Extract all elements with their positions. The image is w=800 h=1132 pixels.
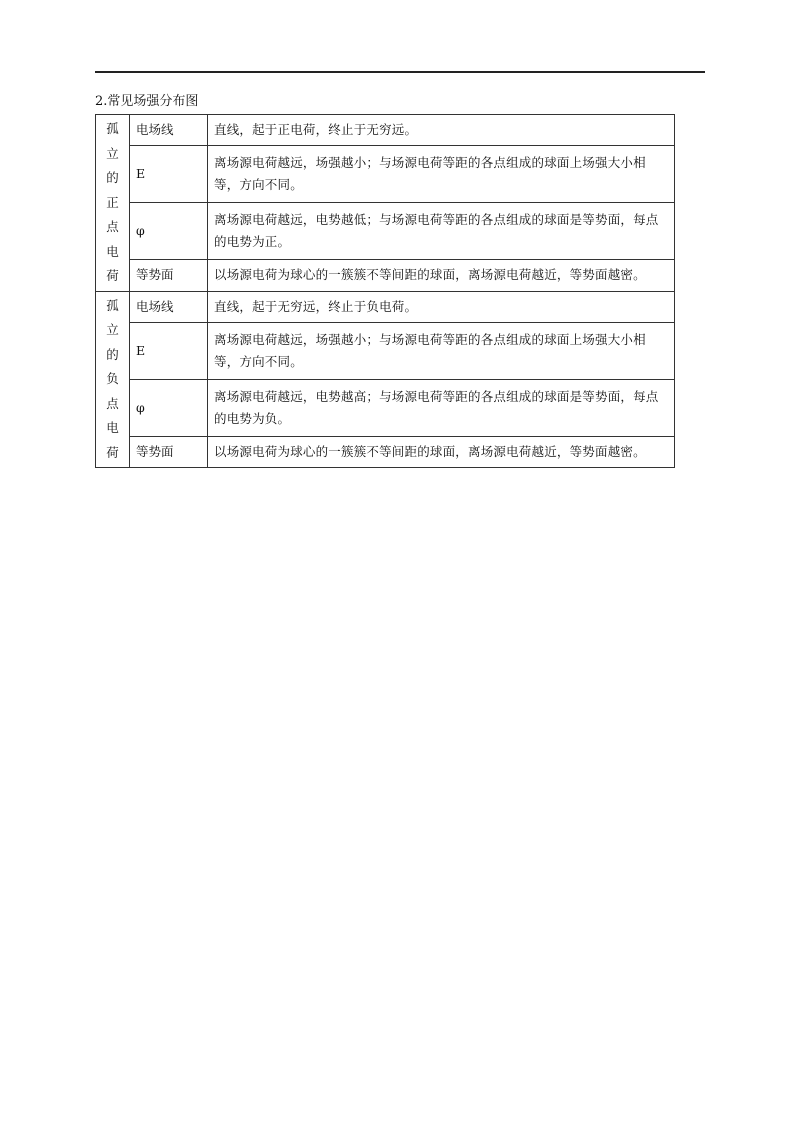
table-row bbox=[96, 291, 675, 322]
table-row bbox=[96, 203, 675, 260]
property-description: 以场源电荷为球心的一簇簇不等间距的球面，离场源电荷越近，等势面越密。 bbox=[208, 260, 675, 291]
property-label: 等势面 bbox=[130, 260, 208, 291]
property-description: 直线，起于正电荷，终止于无穷远。 bbox=[208, 115, 675, 146]
table-row bbox=[96, 260, 675, 291]
property-label: 电场线 bbox=[130, 115, 208, 146]
table-row bbox=[96, 115, 675, 146]
property-description: 以场源电荷为球心的一簇簇不等间距的球面，离场源电荷越近，等势面越密。 bbox=[208, 436, 675, 467]
section-title: 2.常见场强分布图 bbox=[95, 94, 199, 109]
table-row bbox=[96, 436, 675, 467]
table-row bbox=[96, 322, 675, 379]
table-row bbox=[96, 379, 675, 436]
table-row bbox=[96, 146, 675, 203]
property-label: 电场线 bbox=[130, 291, 208, 322]
property-description: 离场源电荷越远，场强越小；与场源电荷等距的各点组成的球面上场强大小相等，方向不同。 bbox=[208, 146, 675, 203]
property-description: 离场源电荷越远，电势越低；与场源电荷等距的各点组成的球面是等势面，每点的电势为正。 bbox=[208, 203, 675, 260]
charge-type-negative: 孤 立 的 负 点 电 荷 bbox=[96, 291, 130, 468]
charge-type-positive: 孤 立 的 正 点 电 荷 bbox=[96, 115, 130, 292]
property-label: E bbox=[130, 146, 208, 203]
property-label: 等势面 bbox=[130, 436, 208, 467]
property-description: 离场源电荷越远，电势越高；与场源电荷等距的各点组成的球面是等势面，每点的电势为负。 bbox=[208, 379, 675, 436]
property-label: φ bbox=[130, 379, 208, 436]
property-label: E bbox=[130, 322, 208, 379]
field-distribution-table bbox=[95, 114, 675, 468]
header-rule bbox=[95, 71, 705, 73]
property-description: 直线，起于无穷远，终止于负电荷。 bbox=[208, 291, 675, 322]
property-description: 离场源电荷越远，场强越小；与场源电荷等距的各点组成的球面上场强大小相等，方向不同。 bbox=[208, 322, 675, 379]
property-label: φ bbox=[130, 203, 208, 260]
